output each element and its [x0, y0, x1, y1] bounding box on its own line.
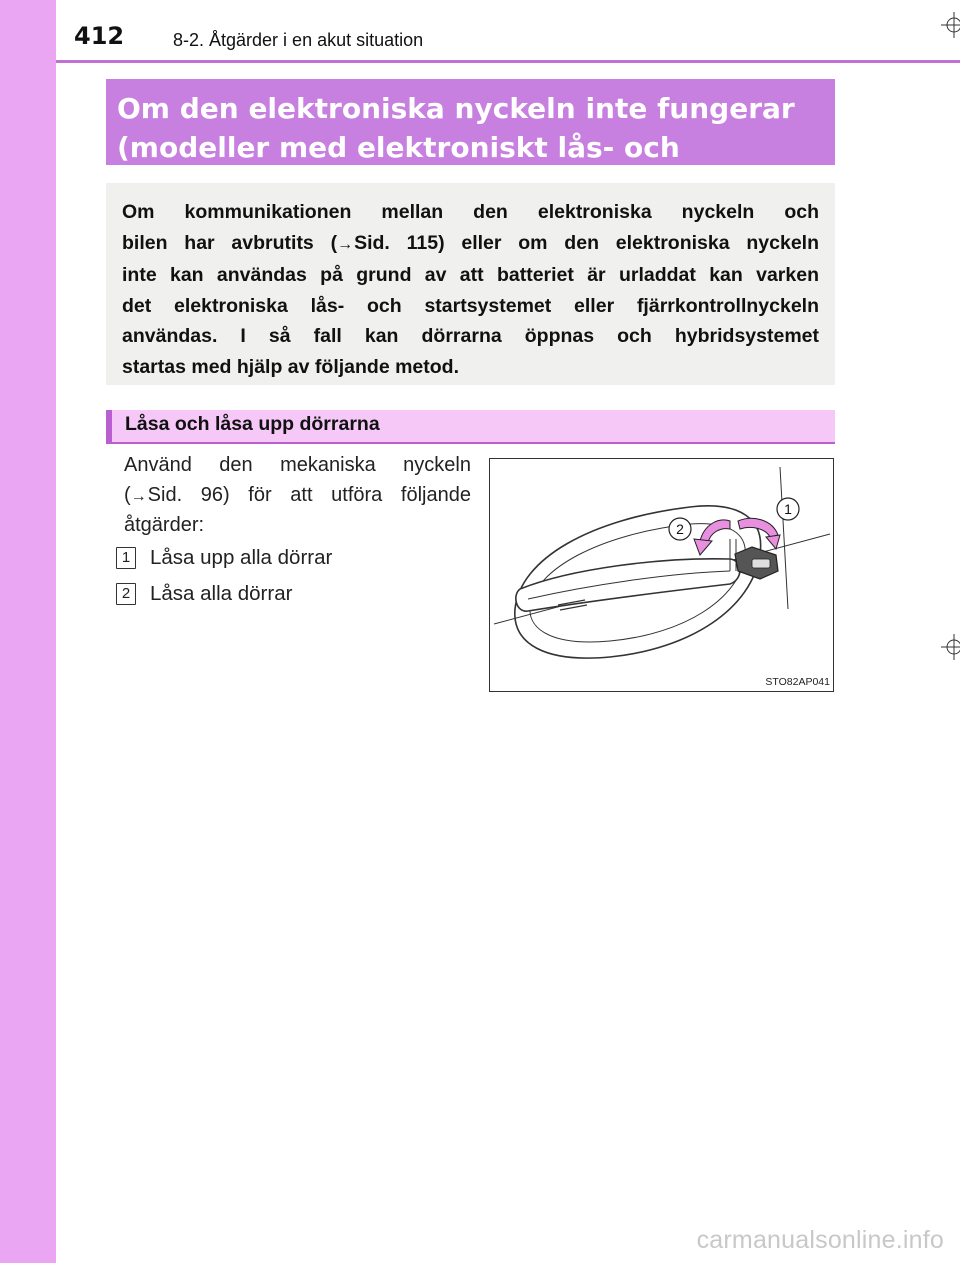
watermark: carmanualsonline.info — [696, 1226, 944, 1254]
page-reference-link[interactable]: Sid. 96) för att utföra följande — [147, 483, 471, 506]
title-line-1: Om den elektroniska nyckeln inte fungerar — [117, 92, 795, 125]
door-handle-illustration — [489, 458, 834, 692]
figure-code: STO82AP041 — [765, 676, 830, 688]
header-rule — [56, 60, 960, 63]
intro-line-3: inte kan användas på grund av att batteriet är urladdat kan varken — [122, 264, 819, 287]
step-number: 2 — [116, 583, 136, 605]
intro-line-2 — [122, 228, 819, 261]
step-2 — [116, 582, 292, 606]
intro-paragraph — [106, 183, 835, 385]
intro-line-1: Om kommunikationen mellan den elektroniska nyckeln och — [122, 201, 819, 223]
step-text: Låsa alla dörrar — [150, 582, 293, 605]
reference-arrow-icon: → — [130, 487, 147, 505]
page-number: 412 — [74, 22, 125, 50]
side-tab — [0, 0, 56, 1263]
subsection-heading: Låsa och låsa upp dörrarna — [106, 410, 835, 444]
step-number: 1 — [116, 547, 136, 569]
body-line-1: Använd den mekaniska nyckeln — [124, 454, 471, 476]
crop-mark-middle-icon — [941, 634, 960, 660]
crop-mark-top-icon — [941, 12, 960, 38]
body-line-2 — [124, 481, 471, 512]
callout-1: 1 — [784, 501, 792, 517]
body-line-3: åtgärder: — [124, 514, 205, 536]
intro-line-4: det elektroniska lås- och startsystemet eller fjärrkontrollnyckeln — [122, 294, 819, 317]
intro-line-2-text: bilen har avbrutits ( — [122, 231, 338, 254]
step-text: Låsa upp alla dörrar — [150, 546, 333, 569]
intro-line-6: startas med hjälp av följande metod. — [122, 355, 460, 378]
intro-line-5: användas. I så fall kan dörrarna öppnas och hybridsystemet — [122, 325, 819, 348]
body-line-2-text: ( — [124, 483, 131, 506]
section-label: 8-2. Åtgärder i en akut situation — [173, 30, 424, 50]
door-handle-drawing — [490, 459, 833, 691]
reference-arrow-icon: → — [337, 235, 354, 253]
title-line-2: (modeller med elektroniskt lås- och — [117, 131, 680, 164]
section-title — [106, 79, 835, 165]
subsection-body — [124, 451, 471, 541]
page-reference-link[interactable]: Sid. 115) eller om den elektroniska nyckeln — [354, 231, 819, 254]
step-1 — [116, 546, 332, 570]
callout-2: 2 — [676, 521, 684, 537]
